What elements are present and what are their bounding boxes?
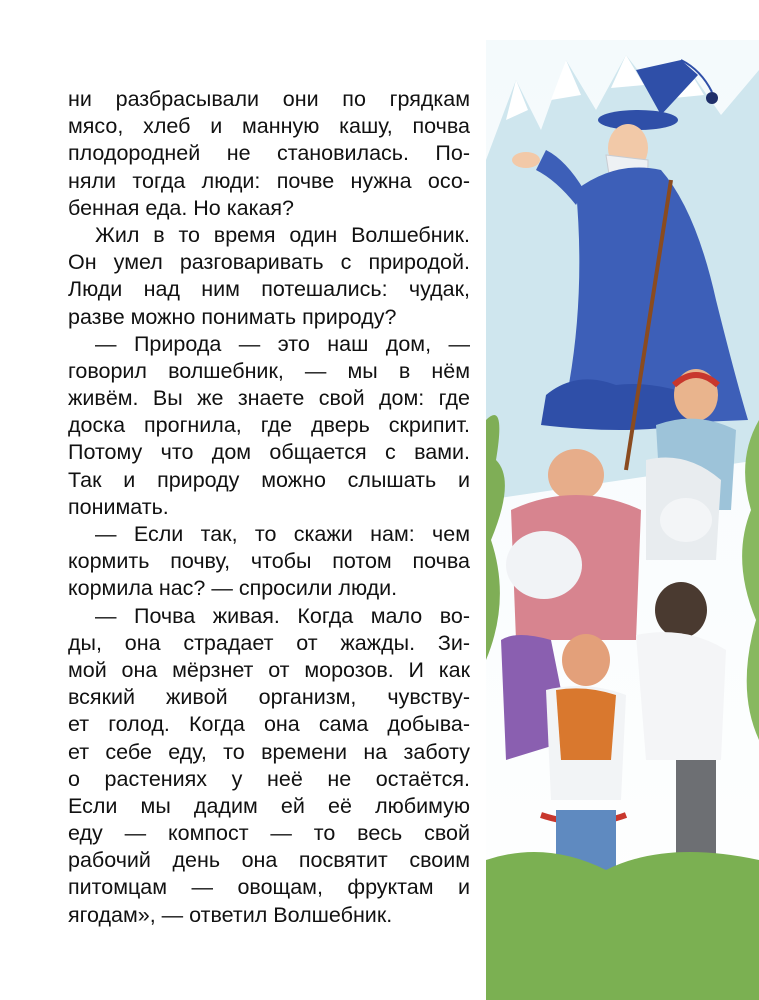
text-line: рабочий день она посвятит своим: [68, 848, 470, 873]
text-line: Жил в то время один Волшебник.: [95, 222, 470, 247]
text-line: Так и природу можно слышать и: [68, 467, 470, 492]
text-line: доска прогнила, где дверь скрипит.: [68, 413, 470, 438]
text-line: — Почва живая. Когда мало во-: [95, 603, 470, 628]
text-line: понимать.: [68, 494, 169, 519]
text-line: ет голод. Когда она сама добыва-: [68, 712, 470, 737]
text-line: — Если так, то скажи нам: чем: [95, 522, 470, 546]
text-line: кормила нас? — спросили люди.: [68, 576, 398, 601]
text-line: разве можно понимать природу?: [68, 304, 397, 329]
story-text: [68, 86, 470, 929]
text-line: ни разбрасывали они по грядкам: [68, 87, 470, 111]
text-line: Потому что дом общается с вами.: [68, 440, 470, 465]
text-line: питомцам — овощам, фруктам и: [68, 875, 470, 900]
wizard-and-villagers-illustration: [486, 40, 759, 1000]
text-line: няли тогда люди: почве нужна осо-: [68, 168, 470, 193]
text-line: Он умел разговаривать с природой.: [68, 250, 470, 275]
text-line: мясо, хлеб и манную кашу, почва: [68, 114, 470, 139]
text-line: ды, она страдает от жажды. Зи-: [68, 630, 470, 655]
text-line: плодородней не становилась. По-: [68, 141, 470, 166]
text-line: кормить почву, чтобы потом почва: [68, 549, 470, 574]
text-line: ет себе еду, то времени на заботу: [68, 739, 470, 764]
text-line: Люди над ним потешались: чудак,: [68, 277, 470, 302]
text-line: мой она мёрзнет от морозов. И как: [68, 657, 470, 682]
text-line: о растениях у неё не остаётся.: [68, 766, 470, 791]
text-line: всякий живой организм, чувству-: [68, 685, 470, 710]
text-line: живём. Вы же знаете свой дом: где: [68, 386, 470, 411]
text-line: ягодам», — ответил Волшебник.: [68, 902, 393, 927]
text-line: бенная еда. Но какая?: [68, 195, 295, 220]
ground-grass: [486, 852, 759, 1000]
text-line: Если мы дадим ей её любимую: [68, 793, 470, 818]
text-line: — Природа — это наш дом, —: [95, 331, 470, 356]
text-line: говорил волшебник, — мы в нём: [68, 358, 470, 383]
text-line: еду — компост — то весь свой: [68, 821, 470, 846]
